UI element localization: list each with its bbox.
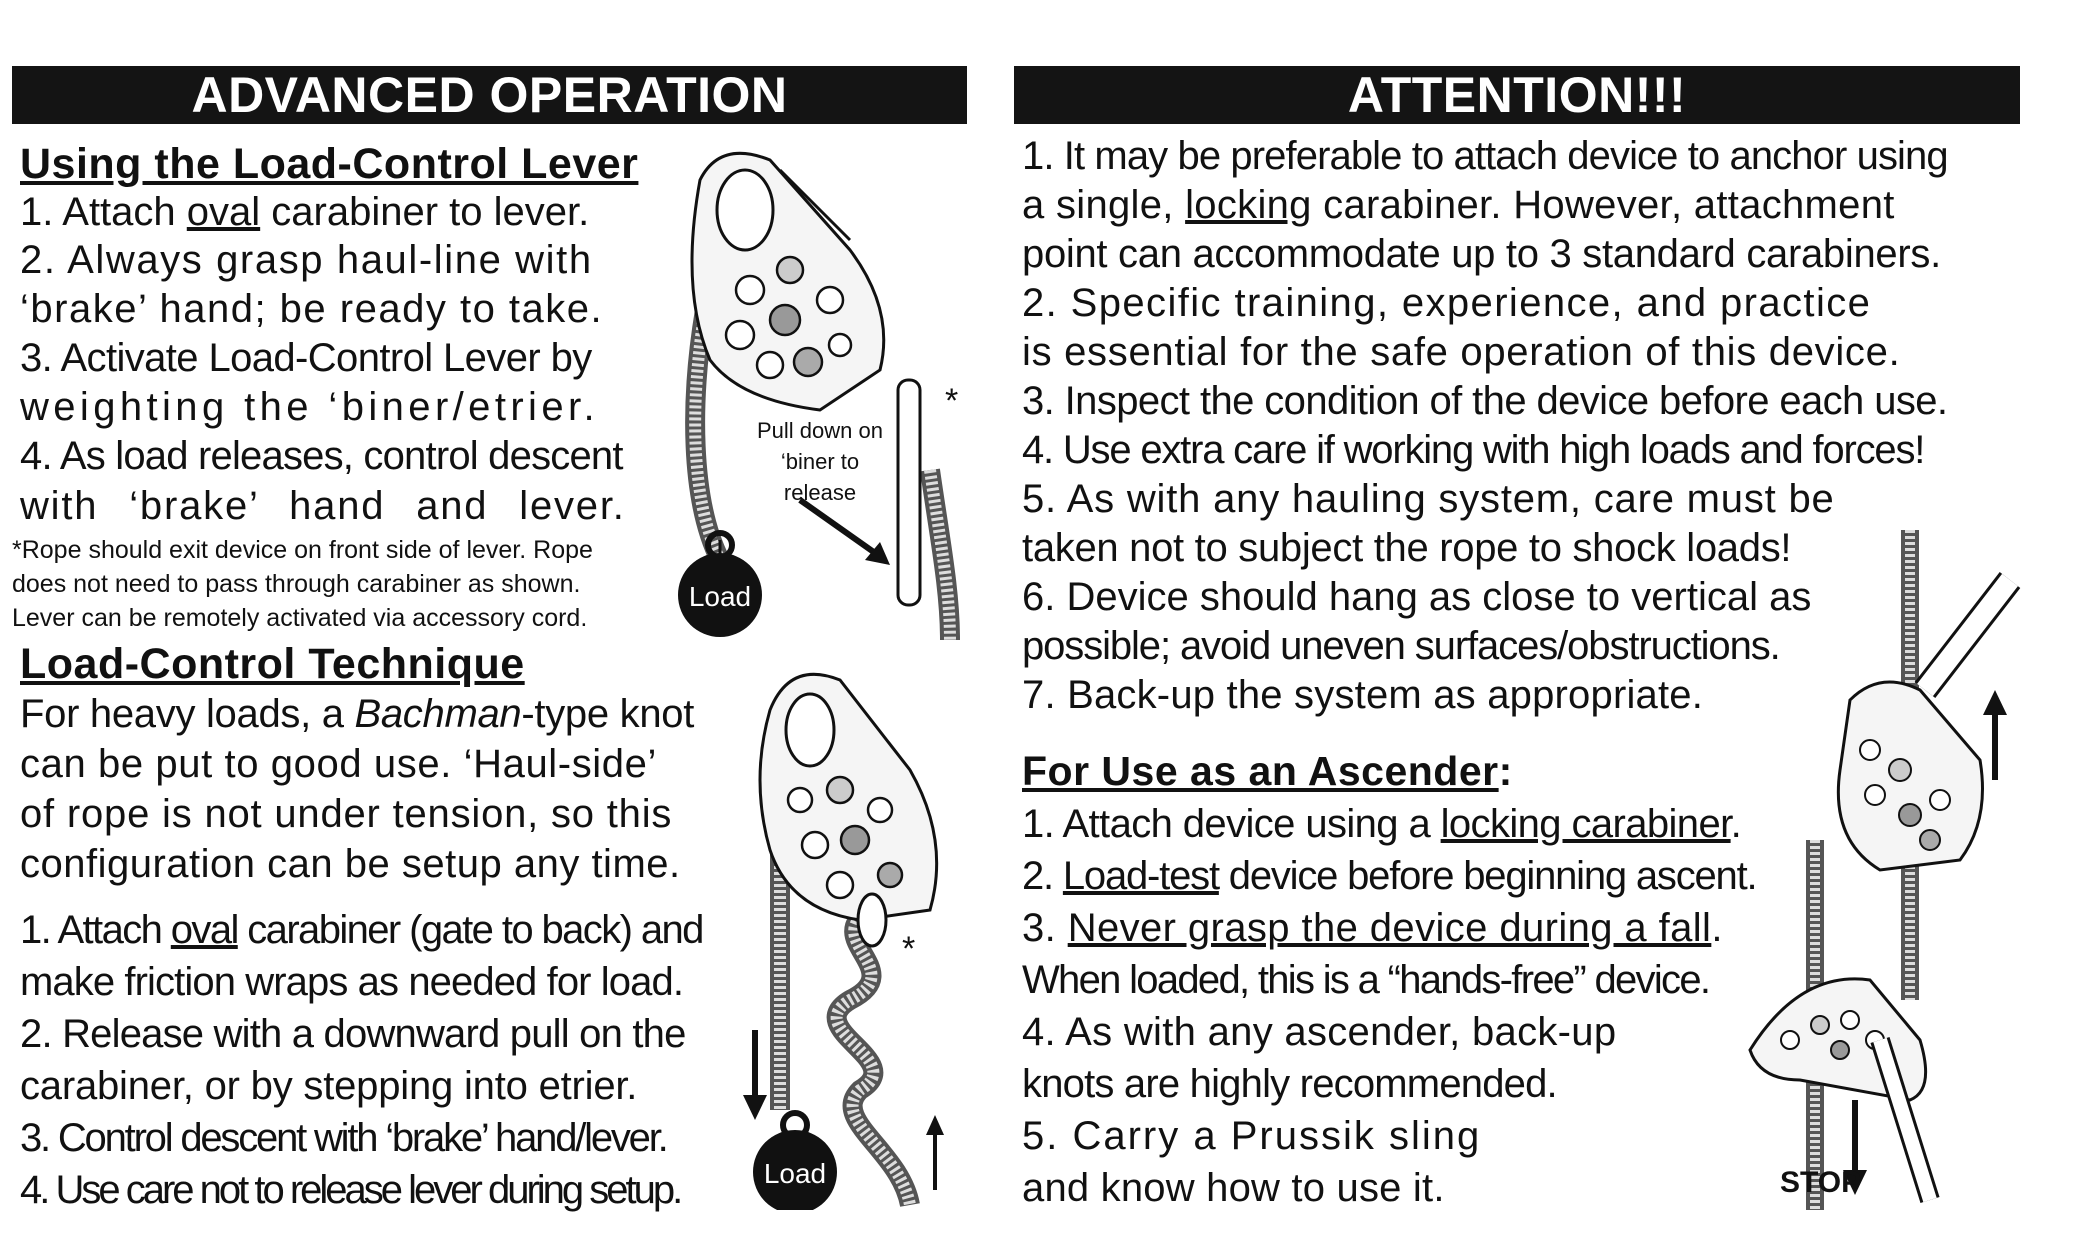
fig1-callout-2: ‘biner to (780, 449, 860, 474)
technique-step-1-post: carabiner (gate to back) and (237, 908, 703, 952)
ascender-line-2-underlined: Load-test (1062, 854, 1219, 898)
ascender-line-2-pre: 2. (1022, 854, 1063, 898)
ascender-heading-text: For Use as an Ascender (1022, 748, 1499, 794)
attention-line-2-underlined: locking (1185, 183, 1312, 227)
ascender-line-3-underlined: Never grasp the device during a fall (1067, 906, 1712, 950)
attention-line-9: taken not to subject the rope to shock loads! (1022, 526, 1792, 570)
ascender-line-1-pre: 1. Attach device using a (1022, 802, 1441, 846)
ascender-illustration (1680, 520, 2040, 1210)
technique-intro-line-3: of rope is not under tension, so this (20, 792, 673, 836)
lever-line-6: 4. As load releases, control descent (20, 434, 623, 478)
technique-step-1-underlined: oval (170, 908, 238, 952)
lever-line-1-underlined: oval (186, 190, 261, 234)
ascender-line-3-pre: 3. (1022, 906, 1068, 950)
lever-line-4: 3. Activate Load-Control Lever by (20, 336, 592, 380)
technique-intro-em: Bachman (354, 692, 522, 736)
attention-line-1: 1. It may be preferable to attach device to anchor using (1022, 134, 1948, 178)
ascender-line-2 (1022, 852, 1756, 900)
ascender-line-7: 5. Carry a Prussik sling (1022, 1114, 1482, 1158)
ascender-heading (1022, 748, 1513, 795)
technique-heading: Load-Control Technique (20, 640, 525, 688)
technique-intro-pre: For heavy loads, a (20, 692, 355, 736)
stop-label: STOP (1780, 1166, 1862, 1199)
attention-line-2 (1022, 181, 1895, 229)
technique-step-6: 4. Use care not to release lever during setup. (20, 1168, 681, 1212)
ascender-line-8: and know how to use it. (1022, 1166, 1445, 1210)
lever-line-1-pre: 1. Attach (20, 190, 187, 234)
lever-line-5: weighting the ‘biner/etrier. (20, 385, 600, 429)
footnote-line-1: *Rope should exit device on front side of lever. Rope (12, 536, 593, 564)
technique-intro-line-4: configuration can be setup any time. (20, 842, 681, 886)
attention-line-2-pre: a single, (1022, 183, 1186, 227)
fig1-load-label: Load (688, 581, 752, 612)
ascender-line-1-underlined: locking carabiner (1440, 802, 1731, 846)
attention-line-10: 6. Device should hang as close to vertical as (1022, 575, 1812, 619)
lever-line-3: ‘brake’ hand; be ready to take. (20, 287, 604, 331)
technique-step-3: 2. Release with a downward pull on the (20, 1012, 686, 1056)
ascender-line-2-post: device before beginning ascent. (1218, 854, 1757, 898)
ascender-line-3 (1022, 904, 1723, 952)
fig1-callout-1: Pull down on (757, 418, 883, 443)
attention-line-11: possible; avoid uneven surfaces/obstructions. (1022, 624, 1780, 668)
lever-heading: Using the Load-Control Lever (20, 140, 639, 188)
load-control-technique-illustration (740, 650, 980, 1210)
technique-step-1 (20, 906, 703, 954)
ascender-line-3-post: . (1711, 906, 1723, 950)
lever-line-1-post: carabiner to lever. (260, 190, 590, 234)
attention-line-4: 2. Specific training, experience, and practice (1022, 281, 1872, 325)
technique-step-1-pre: 1. Attach (20, 908, 171, 952)
technique-step-2: make friction wraps as needed for load. (20, 960, 684, 1004)
technique-step-5: 3. Control descent with ‘brake’ hand/lever. (20, 1116, 667, 1160)
lever-line-2: 2. Always grasp haul-line with (20, 238, 593, 282)
ascender-line-6: knots are highly recommended. (1022, 1062, 1557, 1106)
attention-line-2-post: carabiner. However, attachment (1311, 183, 1895, 227)
footnote-line-3: Lever can be remotely activated via accessory cord. (12, 604, 588, 632)
footnote-line-2: does not need to pass through carabiner as shown. (12, 570, 581, 598)
ascender-line-1 (1022, 800, 1741, 848)
advanced-operation-banner: ADVANCED OPERATION (12, 66, 967, 124)
fig1-callout-3: release (783, 480, 857, 505)
attention-line-8: 5. As with any hauling system, care must be (1022, 477, 1835, 521)
attention-line-12: 7. Back-up the system as appropriate. (1022, 673, 1704, 717)
fig1-star: * (945, 382, 959, 420)
technique-intro-post: -type knot (521, 692, 695, 736)
load-control-lever-illustration (660, 140, 960, 650)
fig2-star: * (902, 930, 916, 968)
ascender-line-5: 4. As with any ascender, back-up (1022, 1010, 1617, 1054)
attention-banner: ATTENTION!!! (1014, 66, 2020, 124)
ascender-heading-colon: : (1498, 748, 1513, 794)
fig2-load-label: Load (763, 1158, 827, 1189)
technique-step-4: carabiner, or by stepping into etrier. (20, 1064, 638, 1108)
attention-line-5: is essential for the safe operation of this device. (1022, 330, 1901, 374)
attention-line-3: point can accommodate up to 3 standard carabiners. (1022, 232, 1941, 276)
attention-line-7: 4. Use extra care if working with high loads and forces! (1022, 428, 1925, 472)
ascender-line-1-post: . (1730, 802, 1742, 846)
technique-intro-line-2: can be put to good use. ‘Haul-side’ (20, 742, 657, 786)
technique-intro-line-1 (20, 690, 694, 738)
ascender-line-4: When loaded, this is a “hands-free” device. (1022, 958, 1710, 1002)
attention-line-6: 3. Inspect the condition of the device before each use. (1022, 379, 1948, 423)
lever-line-7: with ‘brake’ hand and lever. (20, 484, 626, 528)
lever-line-1 (20, 188, 589, 236)
